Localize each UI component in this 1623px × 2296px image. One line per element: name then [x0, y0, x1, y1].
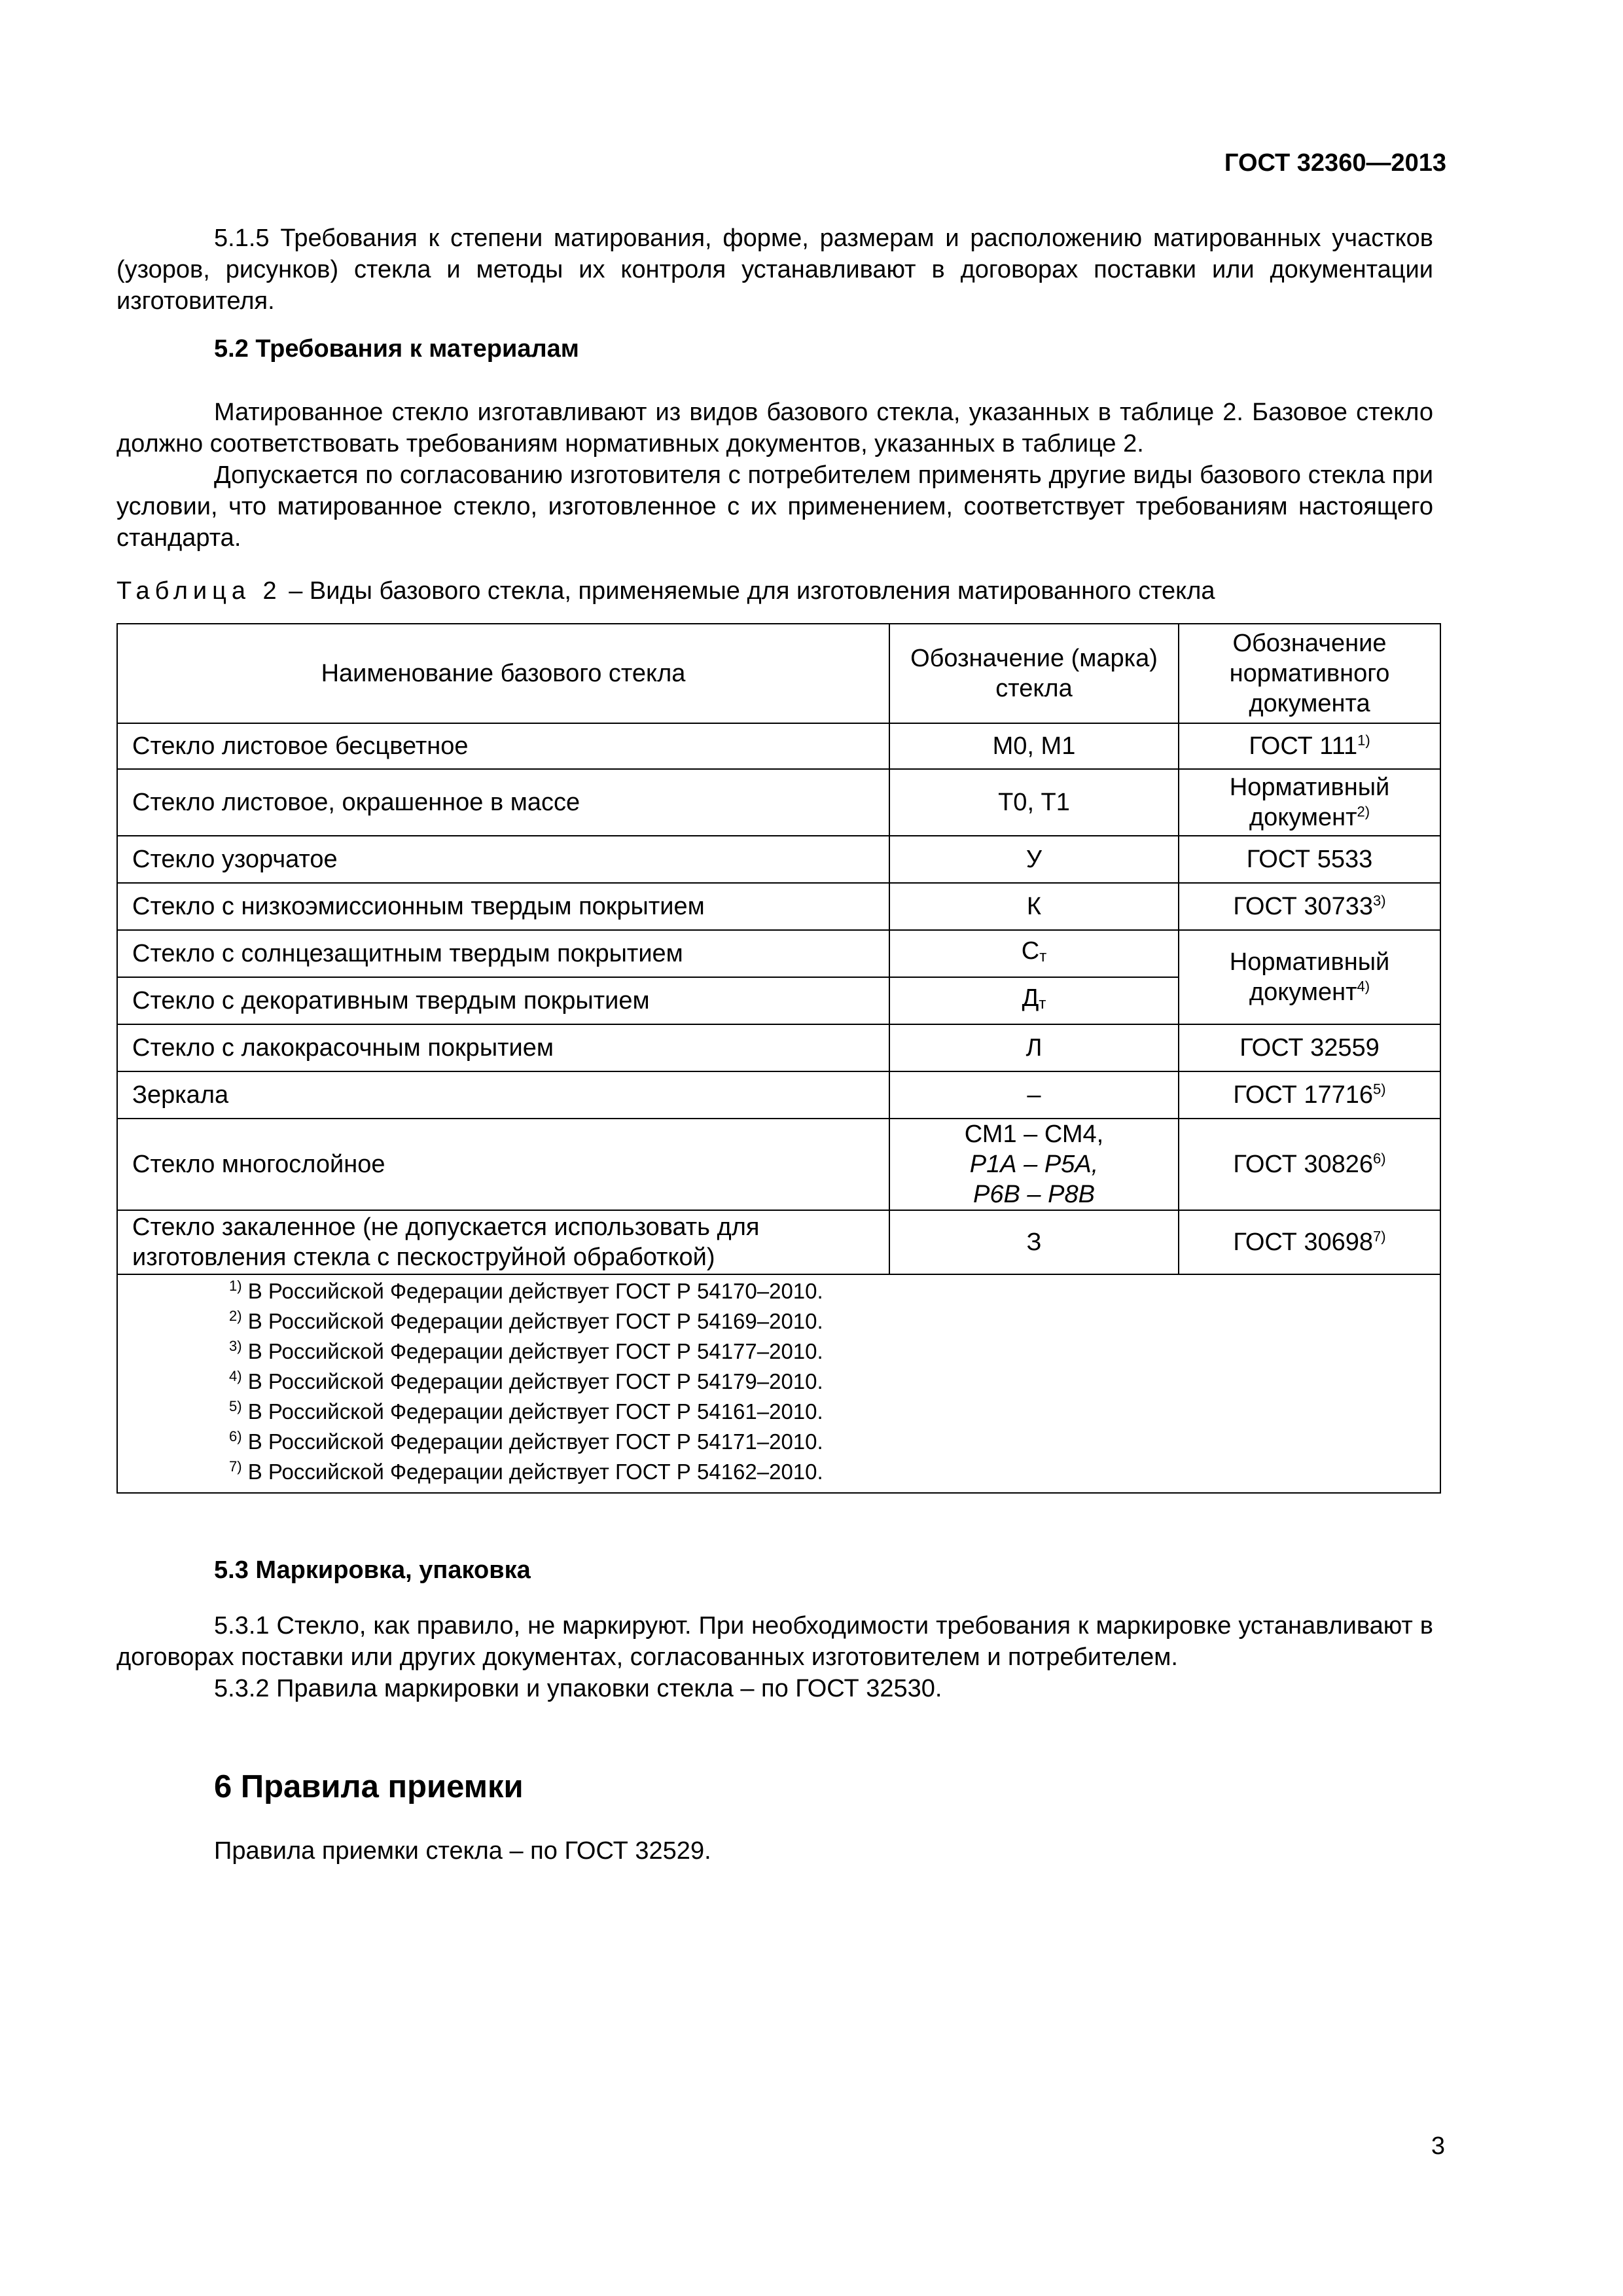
cell-normative-doc — [1179, 930, 1440, 1024]
paragraph-5-1-5: 5.1.5 Требования к степени матирования, форме, размерам и расположению матированных участков (узоров, рисунков) стекла и методы их контроля устанавливают в договорах поставки или документации изготовителя. — [116, 224, 1433, 315]
section-5-1-5 — [116, 223, 1433, 317]
table-row — [117, 1071, 1440, 1119]
cell-normative-doc — [1179, 1071, 1440, 1119]
cell-glass-name: Стекло с низкоэмиссионным твердым покрытием — [117, 883, 889, 930]
cell-normative-doc — [1179, 883, 1440, 930]
page-number: 3 — [1431, 2132, 1445, 2160]
cell-glass-name: Стекло узорчатое — [117, 836, 889, 883]
heading-6: 6 Правила приемки — [214, 1769, 524, 1804]
cell-glass-name: Стекло с лакокрасочным покрытием — [117, 1024, 889, 1071]
footnote-item — [229, 1427, 1440, 1457]
footnote-text: В Российской Федерации действует ГОСТ Р 54161–2010. — [247, 1399, 823, 1424]
footnote-number: 7) — [229, 1458, 242, 1475]
cell-glass-mark: У — [889, 836, 1179, 883]
cell-normative-doc — [1179, 723, 1440, 769]
footnote-number: 6) — [229, 1428, 242, 1444]
cell-normative-doc: ГОСТ 32559 — [1179, 1024, 1440, 1071]
cell-normative-doc — [1179, 1119, 1440, 1210]
cell-glass-name: Стекло закаленное (не допускается использовать для изготовления стекла с пескоструйной обработкой) — [117, 1210, 889, 1274]
section-5-3-body — [116, 1610, 1433, 1704]
footnote-number: 1) — [229, 1278, 242, 1294]
cell-glass-mark: М0, М1 — [889, 723, 1179, 769]
table-caption-text: – Виды базового стекла, применяемые для изготовления матированного стекла — [281, 577, 1215, 605]
footnote-text: В Российской Федерации действует ГОСТ Р 54162–2010. — [247, 1460, 823, 1484]
cell-glass-mark: Л — [889, 1024, 1179, 1071]
footnote-text: В Российской Федерации действует ГОСТ Р 54179–2010. — [247, 1369, 823, 1393]
mark-line: СМ1 – СМ4, — [964, 1121, 1104, 1148]
footnote-number: 3) — [229, 1338, 242, 1354]
footnote-ref: 1) — [1357, 732, 1370, 749]
cell-glass-name: Стекло листовое, окрашенное в массе — [117, 769, 889, 836]
paragraph-6-1: Правила приемки стекла – по ГОСТ 32529. — [214, 1837, 711, 1865]
doc-text: ГОСТ 30698 — [1233, 1229, 1374, 1256]
footnote-item — [229, 1336, 1440, 1367]
mark-letter: Д — [1022, 984, 1039, 1012]
header-normative-doc: Обозначение нормативного документа — [1179, 624, 1440, 723]
footnote-number: 5) — [229, 1398, 242, 1414]
table-row — [117, 1024, 1440, 1071]
footnote-text: В Российской Федерации действует ГОСТ Р 54177–2010. — [247, 1339, 823, 1363]
cell-glass-name: Стекло с декоративным твердым покрытием — [117, 977, 889, 1024]
footnote-ref: 6) — [1373, 1150, 1386, 1167]
footnote-ref: 7) — [1373, 1228, 1386, 1245]
footnote-ref: 4) — [1357, 978, 1370, 995]
mark-letter: С — [1021, 937, 1040, 965]
mark-subscript: т — [1039, 947, 1047, 965]
paragraph-5-2-2: Допускается по согласованию изготовителя с потребителем применять другие виды базового стекла при условии, что матированное стекло, изготовленное с их применением, соответствует требованиям настоящего стандарта. — [116, 461, 1433, 552]
table-row — [117, 723, 1440, 769]
doc-text: Нормативный документ — [1229, 774, 1390, 831]
cell-glass-mark — [889, 977, 1179, 1024]
footnote-number: 2) — [229, 1308, 242, 1324]
cell-glass-mark — [889, 930, 1179, 977]
paragraph-5-3-2: 5.3.2 Правила маркировки и упаковки стекла – по ГОСТ 32530. — [214, 1675, 942, 1702]
header-glass-mark: Обозначение (марка) стекла — [889, 624, 1179, 723]
footnote-ref: 5) — [1373, 1081, 1386, 1098]
footnote-number: 4) — [229, 1368, 242, 1384]
cell-glass-name: Стекло многослойное — [117, 1119, 889, 1210]
table-row — [117, 883, 1440, 930]
footnote-item — [229, 1367, 1440, 1397]
cell-normative-doc — [1179, 769, 1440, 836]
table-row — [117, 1210, 1440, 1274]
footnote-text: В Российской Федерации действует ГОСТ Р 54171–2010. — [247, 1429, 823, 1454]
cell-glass-name: Зеркала — [117, 1071, 889, 1119]
cell-glass-mark — [889, 1119, 1179, 1210]
footnote-text: В Российской Федерации действует ГОСТ Р 54169–2010. — [247, 1309, 823, 1333]
cell-glass-mark: – — [889, 1071, 1179, 1119]
table-footnotes-row — [117, 1274, 1440, 1493]
table-row — [117, 1119, 1440, 1210]
footnote-item — [229, 1306, 1440, 1336]
document-code-header: ГОСТ 32360—2013 — [1224, 149, 1446, 177]
cell-glass-mark: Т0, Т1 — [889, 769, 1179, 836]
table-row — [117, 930, 1440, 977]
doc-text: ГОСТ 111 — [1249, 732, 1358, 760]
footnote-ref: 3) — [1373, 892, 1386, 909]
doc-text: Нормативный документ — [1229, 948, 1390, 1006]
cell-normative-doc — [1179, 1210, 1440, 1274]
table-row — [117, 836, 1440, 883]
cell-glass-mark: З — [889, 1210, 1179, 1274]
table-caption-label: Таблица 2 — [116, 577, 282, 605]
paragraph-5-3-1: 5.3.1 Стекло, как правило, не маркируют. При необходимости требования к маркировке устанавливают в договорах поставки или других документах, согласованных изготовителем и потребителем. — [116, 1612, 1433, 1671]
cell-glass-name: Стекло с солнцезащитным твердым покрытием — [117, 930, 889, 977]
cell-normative-doc: ГОСТ 5533 — [1179, 836, 1440, 883]
table-2 — [116, 623, 1441, 1494]
doc-text: ГОСТ 30733 — [1233, 893, 1374, 920]
table-2-caption — [116, 577, 1215, 605]
footnote-ref: 2) — [1357, 803, 1370, 820]
table-row — [117, 769, 1440, 836]
footnote-item — [229, 1276, 1440, 1306]
footnote-item — [229, 1397, 1440, 1427]
section-5-2-body — [116, 397, 1433, 554]
doc-text: ГОСТ 17716 — [1233, 1081, 1374, 1109]
footnote-text: В Российской Федерации действует ГОСТ Р 54170–2010. — [247, 1279, 823, 1303]
cell-glass-mark: К — [889, 883, 1179, 930]
doc-text: ГОСТ 30826 — [1233, 1151, 1374, 1178]
cell-glass-name: Стекло листовое бесцветное — [117, 723, 889, 769]
footnote-item — [229, 1457, 1440, 1487]
heading-5-3: 5.3 Маркировка, упаковка — [214, 1556, 531, 1584]
mark-line: Р6В – Р8В — [973, 1181, 1095, 1208]
table-footnotes — [117, 1274, 1440, 1493]
table-header-row — [117, 624, 1440, 723]
section-6-body — [116, 1835, 1433, 1867]
header-glass-name: Наименование базового стекла — [117, 624, 889, 723]
mark-subscript: т — [1039, 994, 1046, 1013]
heading-5-2: 5.2 Требования к материалам — [214, 335, 579, 363]
mark-line: Р1А – Р5А, — [969, 1151, 1099, 1178]
paragraph-5-2-1: Матированное стекло изготавливают из видов базового стекла, указанных в таблице 2. Базовое стекло должно соответствовать требованиям нормативных документов, указанных в таблице 2. — [116, 399, 1433, 457]
